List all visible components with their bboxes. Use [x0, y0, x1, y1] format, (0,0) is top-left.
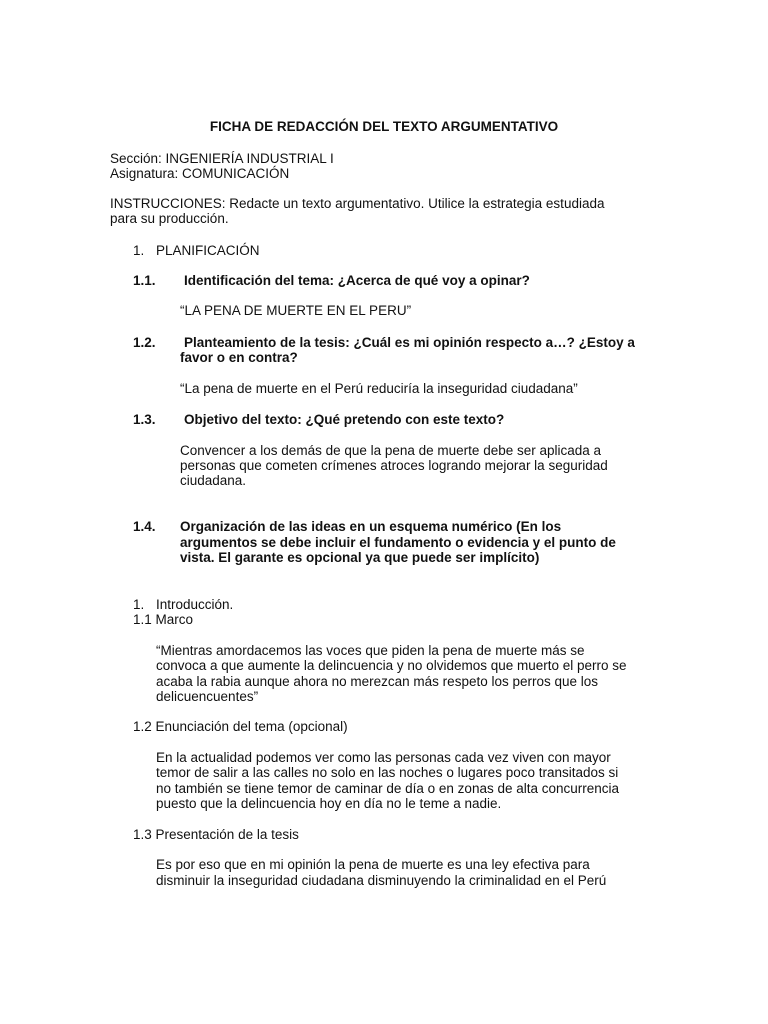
section-1-3-answer-line-2: personas que cometen crímenes atroces logrando mejorar la seguridad	[180, 458, 608, 473]
planning-number: 1.	[133, 243, 145, 258]
section-1-1-answer: “LA PENA DE MUERTE EN EL PERU”	[180, 303, 412, 318]
enunciacion-line-2: temor de salir a las calles no solo en las noches o lugares poco transitados si	[156, 765, 619, 780]
intro-number: 1.	[133, 597, 145, 612]
section-1-1-heading: Identificación del tema: ¿Acerca de qué voy a opinar?	[184, 273, 530, 288]
section-1-4-heading-line-3: vista. El garante es opcional ya que puede ser implícito)	[180, 550, 540, 565]
section-1-2-answer: “La pena de muerte en el Perú reduciría la inseguridad ciudadana”	[180, 381, 578, 396]
section-1-4-heading-line-2: argumentos se debe incluir el fundamento o evidencia y el punto de	[180, 535, 616, 550]
section-1-2-heading-line-1: Planteamiento de la tesis: ¿Cuál es mi opinión respecto a…? ¿Estoy a	[184, 335, 635, 350]
enunciacion-heading: 1.2 Enunciación del tema (opcional)	[133, 719, 348, 734]
section-1-3-number: 1.3.	[133, 412, 156, 427]
enunciacion-line-1: En la actualidad podemos ver como las personas cada vez viven con mayor	[156, 750, 611, 765]
section-1-2-number: 1.2.	[133, 335, 156, 350]
marco-quote-line-1: “Mientras amordacemos las voces que piden la pena de muerte más se	[156, 643, 585, 658]
section-1-3-answer-line-3: ciudadana.	[180, 473, 247, 488]
marco-quote-line-3: acaba la rabia aunque ahora no merezcan más respeto los perros que los	[156, 674, 599, 689]
enunciacion-line-3: no también se tiene temor de caminar de día o en zonas de alta concurrencia	[156, 781, 620, 796]
document-title: FICHA DE REDACCIÓN DEL TEXTO ARGUMENTATIVO	[209, 119, 559, 134]
section-1-4-number: 1.4.	[133, 519, 156, 534]
section-1-4-heading-line-1: Organización de las ideas en un esquema numérico (En los	[180, 519, 562, 534]
intro-heading: Introducción.	[156, 597, 234, 612]
section-1-3-answer-line-1: Convencer a los demás de que la pena de muerte debe ser aplicada a	[180, 443, 602, 458]
enunciacion-line-4: puesto que la delincuencia hoy en día no le teme a nadie.	[156, 796, 502, 811]
marco-heading: 1.1 Marco	[133, 612, 194, 627]
subject-line: Asignatura: COMUNICACIÓN	[110, 166, 290, 181]
section-1-2-heading-line-2: favor o en contra?	[180, 350, 298, 365]
marco-quote-line-2: convoca a que aumente la delincuencia y no olvidemos que muerto el perro se	[156, 658, 627, 673]
section-line: Sección: INGENIERÍA INDUSTRIAL I	[110, 151, 334, 166]
tesis-line-2: disminuir la inseguridad ciudadana disminuyendo la criminalidad en el Perú	[156, 873, 607, 888]
instructions-line-1: INSTRUCCIONES: Redacte un texto argumentativo. Utilice la estrategia estudiada	[110, 196, 605, 211]
planning-heading: PLANIFICACIÓN	[156, 243, 260, 258]
section-1-3-heading: Objetivo del texto: ¿Qué pretendo con este texto?	[184, 412, 505, 427]
tesis-line-1: Es por eso que en mi opinión la pena de muerte es una ley efectiva para	[156, 857, 590, 872]
marco-quote-line-4: delicuencuentes”	[156, 689, 259, 704]
instructions-line-2: para su producción.	[110, 211, 229, 226]
section-1-1-number: 1.1.	[133, 273, 156, 288]
tesis-heading: 1.3 Presentación de la tesis	[133, 827, 299, 842]
